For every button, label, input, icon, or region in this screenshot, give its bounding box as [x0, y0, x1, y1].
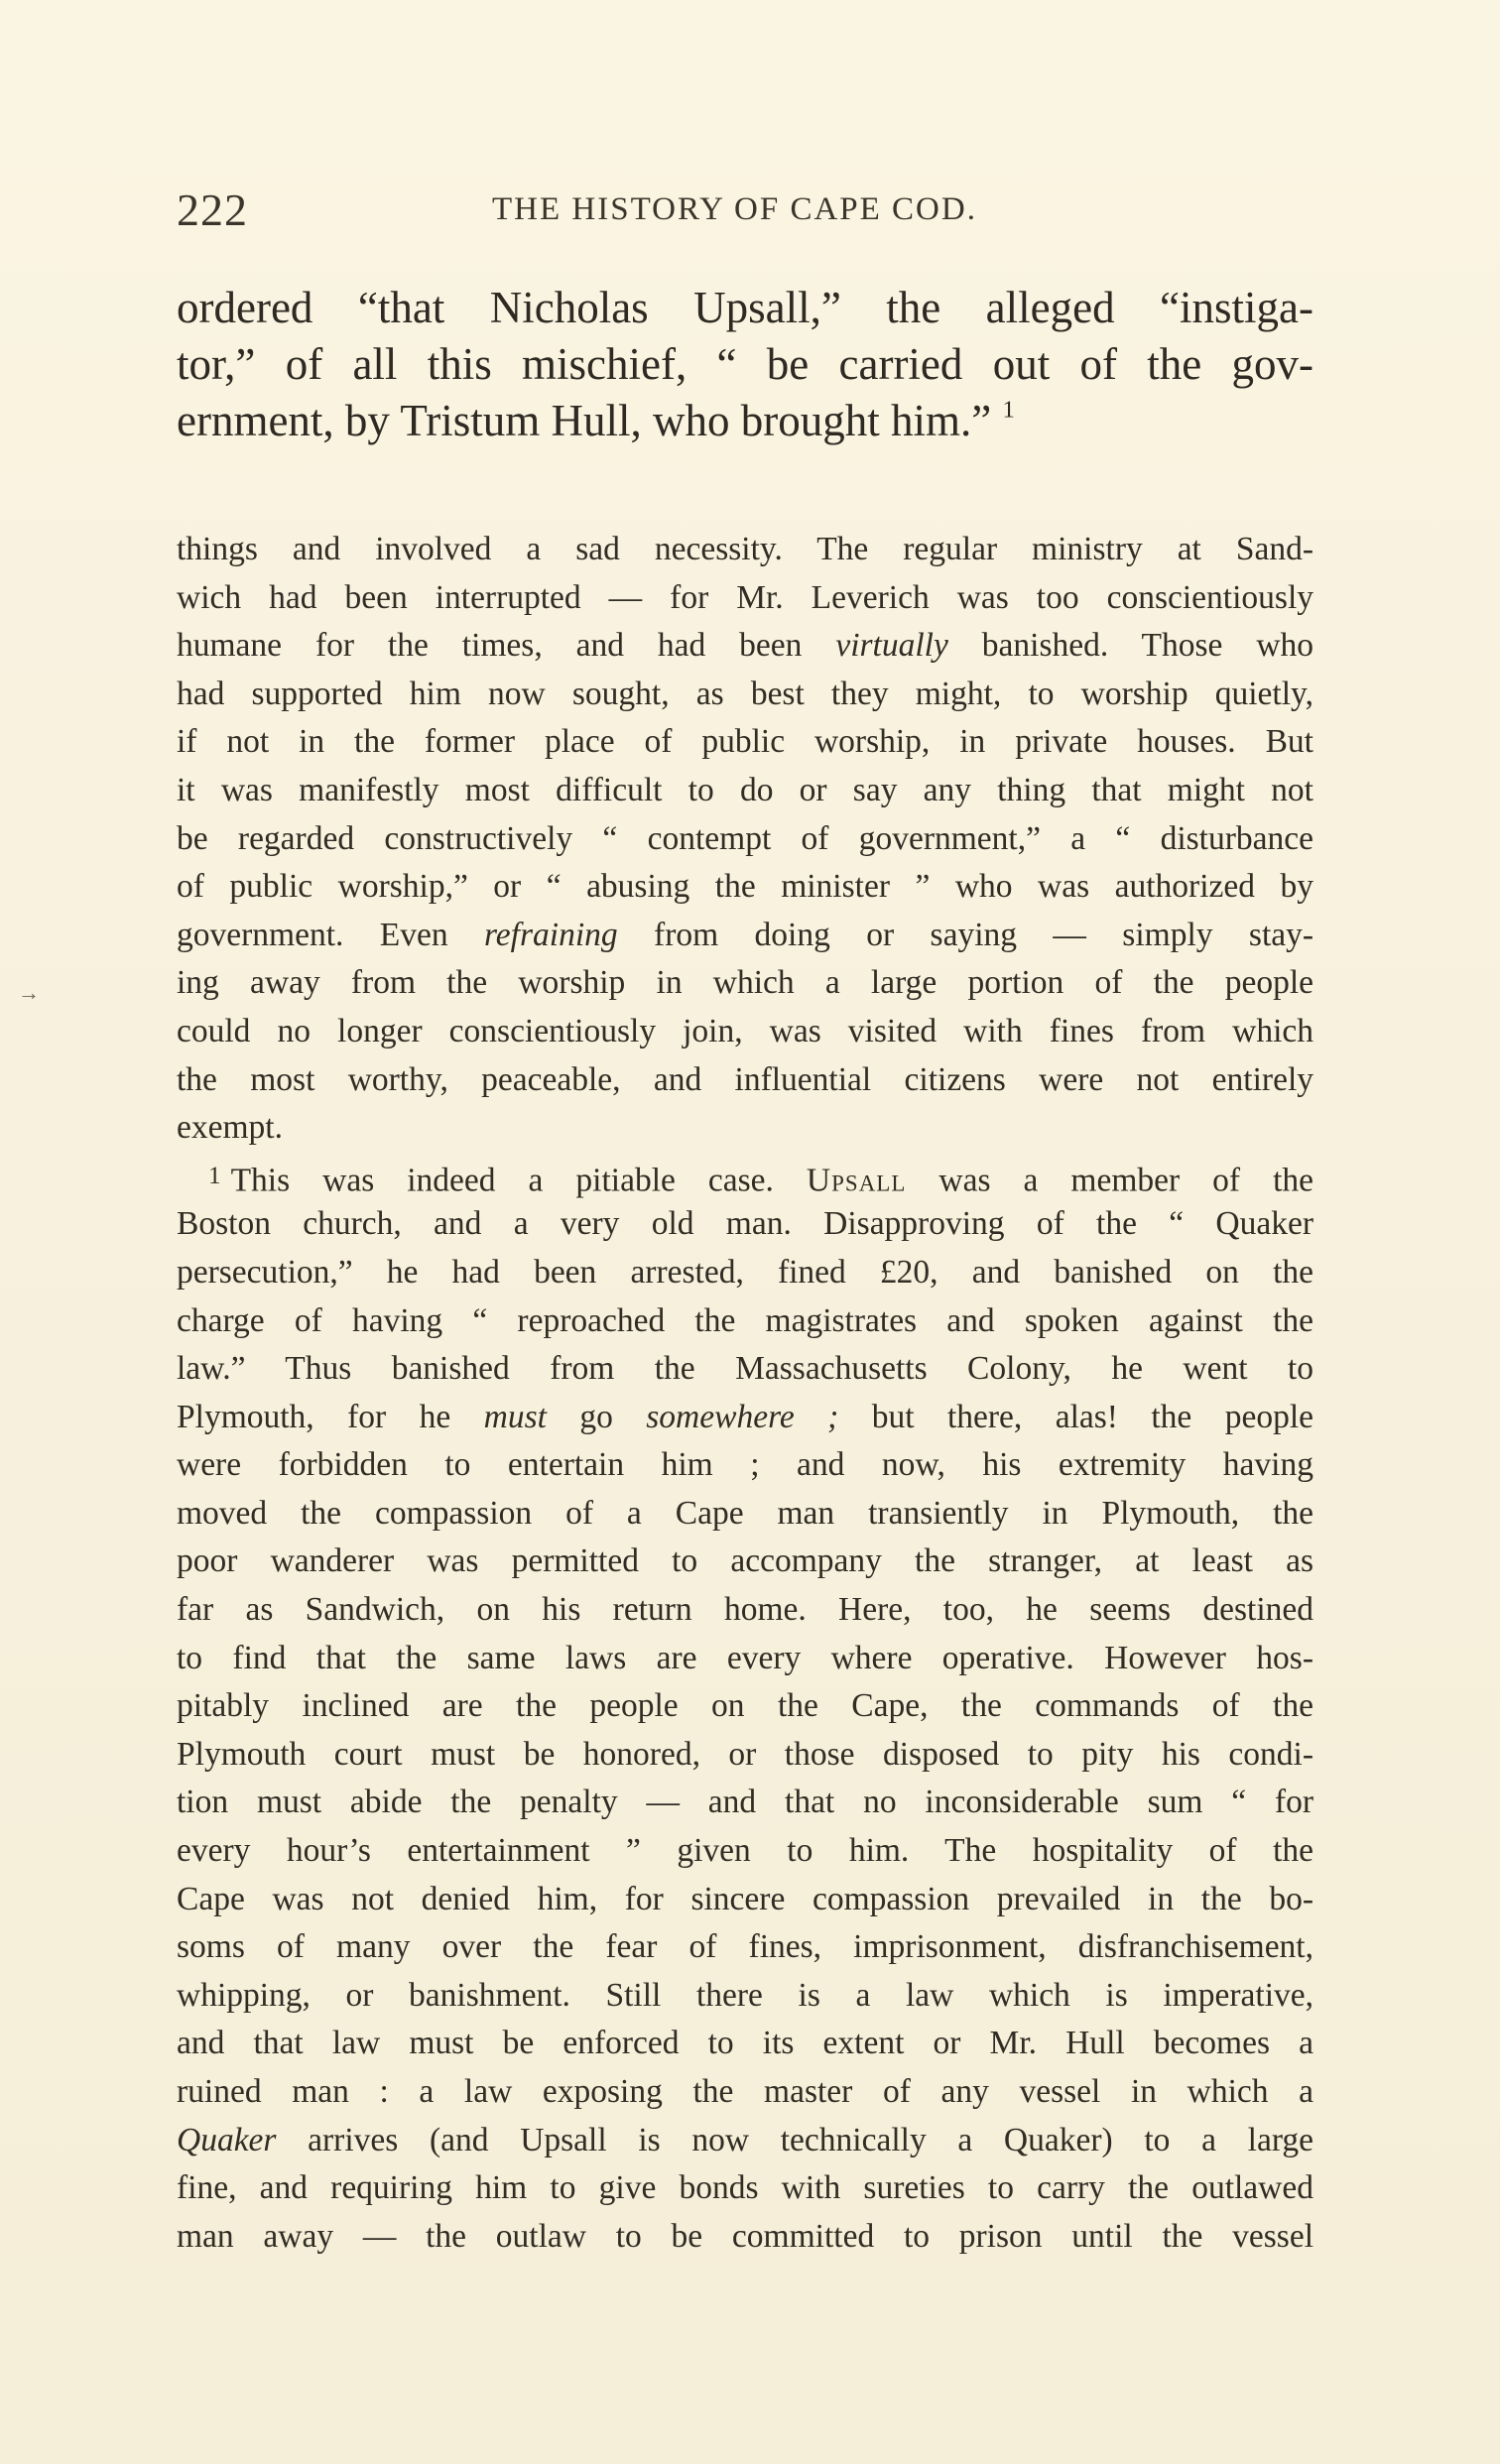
italic-emphasis: refraining: [484, 916, 618, 953]
paragraph-line: of public worship,” or “ abusing the minister ” who was authorized by: [177, 868, 1313, 906]
footnote-line-part: Plymouth, for he: [177, 1398, 451, 1435]
small-caps-name: Upsall: [806, 1162, 907, 1199]
paragraph-line: exempt.: [177, 1109, 283, 1147]
page-number: 222: [177, 185, 248, 235]
footnote-line-part: was a member of the: [938, 1162, 1313, 1199]
footnote-line: to find that the same laws are every where operative. However hos-: [177, 1639, 1313, 1676]
main-text-line: tor,” of all this mischief, “ be carried out of the gov-: [177, 339, 1313, 389]
paragraph-line: ing away from the worship in which a large portion of the people: [177, 964, 1313, 1002]
footnote-line: every hour’s entertainment ” given to him. The hospitality of the: [177, 1832, 1313, 1870]
page-header: [177, 184, 1313, 239]
body-paragraph: [177, 526, 1313, 2261]
paragraph-line: [177, 912, 1313, 960]
margin-mark: →: [18, 980, 40, 1005]
footnote-line: and that law must be enforced to its extent or Mr. Hull becomes a: [177, 2025, 1313, 2062]
italic-emphasis: virtually: [835, 627, 948, 665]
footnote-marker: 1: [208, 1162, 221, 1189]
footnote-line: [177, 2117, 1313, 2165]
paragraph-line: [177, 622, 1313, 671]
italic-emphasis: Quaker: [177, 2121, 277, 2158]
paragraph-line: if not in the former place of public worship, in private houses. But: [177, 723, 1313, 761]
paragraph-line-part: government. Even: [177, 916, 448, 953]
footnote-line: moved the compassion of a Cape man transiently in Plymouth, the: [177, 1494, 1313, 1532]
footnote-line: pitably inclined are the people on the Cape, the commands of the: [177, 1687, 1313, 1725]
paragraph-line: had supported him now sought, as best they might, to worship quietly,: [177, 675, 1313, 712]
footnote-line: [177, 1394, 1313, 1442]
italic-emphasis: must: [483, 1398, 547, 1435]
main-text-block: [177, 280, 1313, 449]
paragraph-line-part: from doing or saying — simply stay-: [654, 916, 1313, 953]
footnote-line: soms of many over the fear of fines, imprisonment, disfranchisement,: [177, 1928, 1313, 1966]
footnote-line: Plymouth court must be honored, or those disposed to pity his condi-: [177, 1735, 1313, 1773]
footnote-line-part: arrives (and Upsall is now technically a Quaker) to a large: [308, 2121, 1313, 2158]
paragraph-line-part: humane for the times, and had been: [177, 627, 803, 665]
footnote-line-part: go: [579, 1398, 613, 1435]
footnote-line-part: but there, alas! the people: [871, 1398, 1313, 1435]
main-text-line: ordered “that Nicholas Upsall,” the alleged “instiga-: [177, 283, 1313, 332]
footnote-line: far as Sandwich, on his return home. Here, too, he seems destined: [177, 1591, 1313, 1629]
footnote-line: were forbidden to entertain him ; and now, his extremity having: [177, 1446, 1313, 1484]
italic-emphasis: somewhere ;: [646, 1398, 839, 1435]
footnote-reference: 1: [1002, 396, 1015, 424]
footnote-line: tion must abide the penalty — and that no inconsiderable sum “ for: [177, 1784, 1313, 1821]
footnote-line-part: This was indeed a pitiable case.: [230, 1162, 774, 1199]
paragraph-line: things and involved a sad necessity. The regular ministry at Sand-: [177, 531, 1313, 567]
footnote-line: whipping, or banishment. Still there is a law which is imperative,: [177, 1976, 1313, 2014]
footnote-line: charge of having “ reproached the magistrates and spoken against the: [177, 1301, 1313, 1339]
footnote-line: persecution,” he had been arrested, fined £20, and banished on the: [177, 1253, 1313, 1291]
footnote-line: fine, and requiring him to give bonds with sureties to carry the outlawed: [177, 2169, 1313, 2207]
paragraph-line: the most worthy, peaceable, and influential citizens were not entirely: [177, 1060, 1313, 1098]
paragraph-line-part: banished. Those who: [981, 627, 1313, 665]
paragraph-line: it was manifestly most difficult to do or say any thing that might not: [177, 771, 1313, 808]
paragraph-line: could no longer conscientiously join, was visited with fines from which: [177, 1012, 1313, 1049]
footnote-line: man away — the outlaw to be committed to prison until the vessel: [177, 2217, 1313, 2255]
paragraph-line: be regarded constructively “ contempt of government,” a “ disturbance: [177, 819, 1313, 857]
main-text-line-content: ernment, by Tristum Hull, who brought him.”: [177, 396, 992, 445]
footnote-line: poor wanderer was permitted to accompany the stranger, at least as: [177, 1542, 1313, 1580]
footnote-line: [177, 1153, 1313, 1201]
footnote-line: Boston church, and a very old man. Disapproving of the “ Quaker: [177, 1205, 1313, 1243]
footnote-line: Cape was not denied him, for sincere compassion prevailed in the bo-: [177, 1880, 1313, 1917]
footnote-line: law.” Thus banished from the Massachusetts Colony, he went to: [177, 1350, 1313, 1388]
main-text-line: [177, 393, 1313, 449]
running-head: THE HISTORY OF CAPE COD.: [492, 191, 977, 227]
footnote-line: ruined man : a law exposing the master of any vessel in which a: [177, 2073, 1313, 2110]
paragraph-line: wich had been interrupted — for Mr. Leverich was too conscientiously: [177, 578, 1313, 616]
